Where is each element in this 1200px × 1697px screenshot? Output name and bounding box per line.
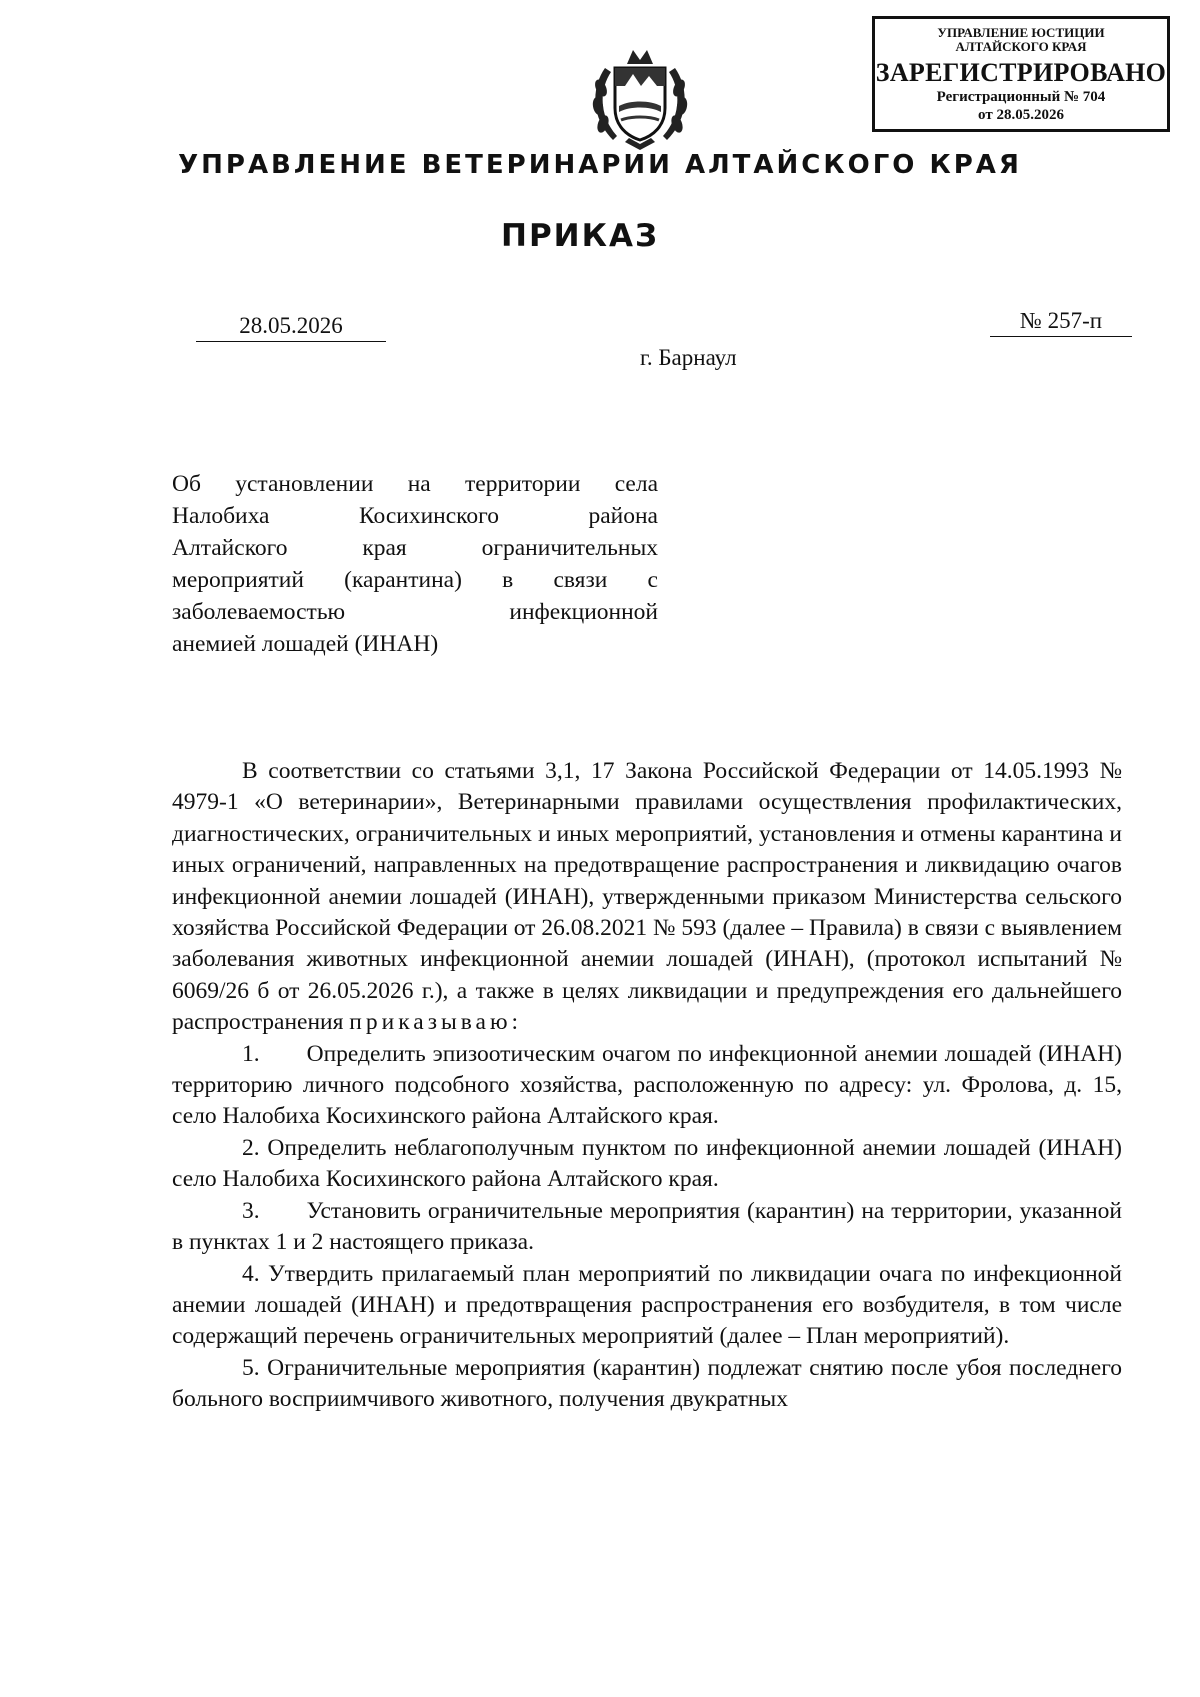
subject-line: мероприятий (карантина) в связи с	[172, 567, 658, 593]
subject-line: Алтайского края ограничительных	[172, 535, 658, 561]
stamp-org-line2: АЛТАЙСКОГО КРАЯ	[955, 39, 1087, 54]
stamp-reg-date: от 28.05.2026	[978, 107, 1064, 123]
subject-line: Налобиха Косихинского района	[172, 503, 658, 529]
order-item: 2. Определить неблагополучным пунктом по инфекционной анемии лошадей (ИНАН) село Налобиха Косихинского района Алтайского края.	[172, 1134, 1122, 1193]
subject-line: заболеваемостью инфекционной	[172, 599, 658, 625]
registration-stamp	[872, 16, 1170, 132]
preamble-text: В соответствии со статьями 3,1, 17 Закона Российской Федерации от 14.05.1993 № 4979-1 «О ветеринарии», Ветеринарными правилами осуществления профилактических, диагностических, ограничительных и иных мероприятий, установления и отмены карантина и иных ограничений, направленных на предотвращение распространения и ликвидацию очагов инфекционной анемии лошадей (ИНАН), утвержденными приказом Министерства сельского хозяйства Российской Федерации от 26.08.2021 № 593 (далее – Правила) в связи с выявлением заболевания животных инфекционной анемии лошадей (ИНАН), (протокол испытаний № 6069/26 б от 26.05.2026 г.), а также в целях ликвидации и предупреждения его дальнейшего распространения	[172, 758, 1122, 1036]
order-item: 4. Утвердить прилагаемый план мероприятий по ликвидации очага по инфекционной анемии лошадей (ИНАН) и предотвращения распространения его возбудителя, в том числе содержащий перечень ограничительных мероприятий (далее – План мероприятий).	[172, 1260, 1122, 1350]
order-word: приказываю:	[349, 1009, 523, 1036]
order-item: 5. Ограничительные мероприятия (карантин) подлежат снятию после убоя последнего больного восприимчивого животного, получения двукратных	[172, 1354, 1122, 1413]
order-number: № 257-п	[990, 308, 1132, 337]
preamble-paragraph	[172, 756, 1122, 1039]
subject-line: Об установлении на территории села	[172, 471, 658, 497]
order-item: 1. Определить эпизоотическим очагом по инфекционной анемии лошадей (ИНАН) территорию личного подсобного хозяйства, расположенную по адресу: ул. Фролова, д. 15, село Налобиха Косихинского района Алтайского края.	[172, 1040, 1122, 1130]
stamp-reg-number: Регистрационный № 704	[936, 89, 1106, 105]
order-item: 3. Установить ограничительные мероприятия (карантин) на территории, указанной в пунктах 1 и 2 настоящего приказа.	[172, 1197, 1122, 1256]
order-date: 28.05.2026	[196, 313, 386, 342]
order-subject	[172, 468, 658, 660]
stamp-org-line1: УПРАВЛЕНИЕ ЮСТИЦИИ	[937, 25, 1105, 40]
agency-name: УПРАВЛЕНИЕ ВЕТЕРИНАРИИ АЛТАЙСКОГО КРАЯ	[178, 150, 1022, 180]
document-type: ПРИКАЗ	[501, 218, 659, 254]
stamp-status: ЗАРЕГИСТРИРОВАНО	[875, 58, 1167, 87]
order-city: г. Барнаул	[640, 345, 737, 370]
coat-of-arms-icon	[585, 38, 695, 156]
subject-line: анемией лошадей (ИНАН)	[172, 631, 439, 657]
order-body	[172, 756, 1122, 1416]
